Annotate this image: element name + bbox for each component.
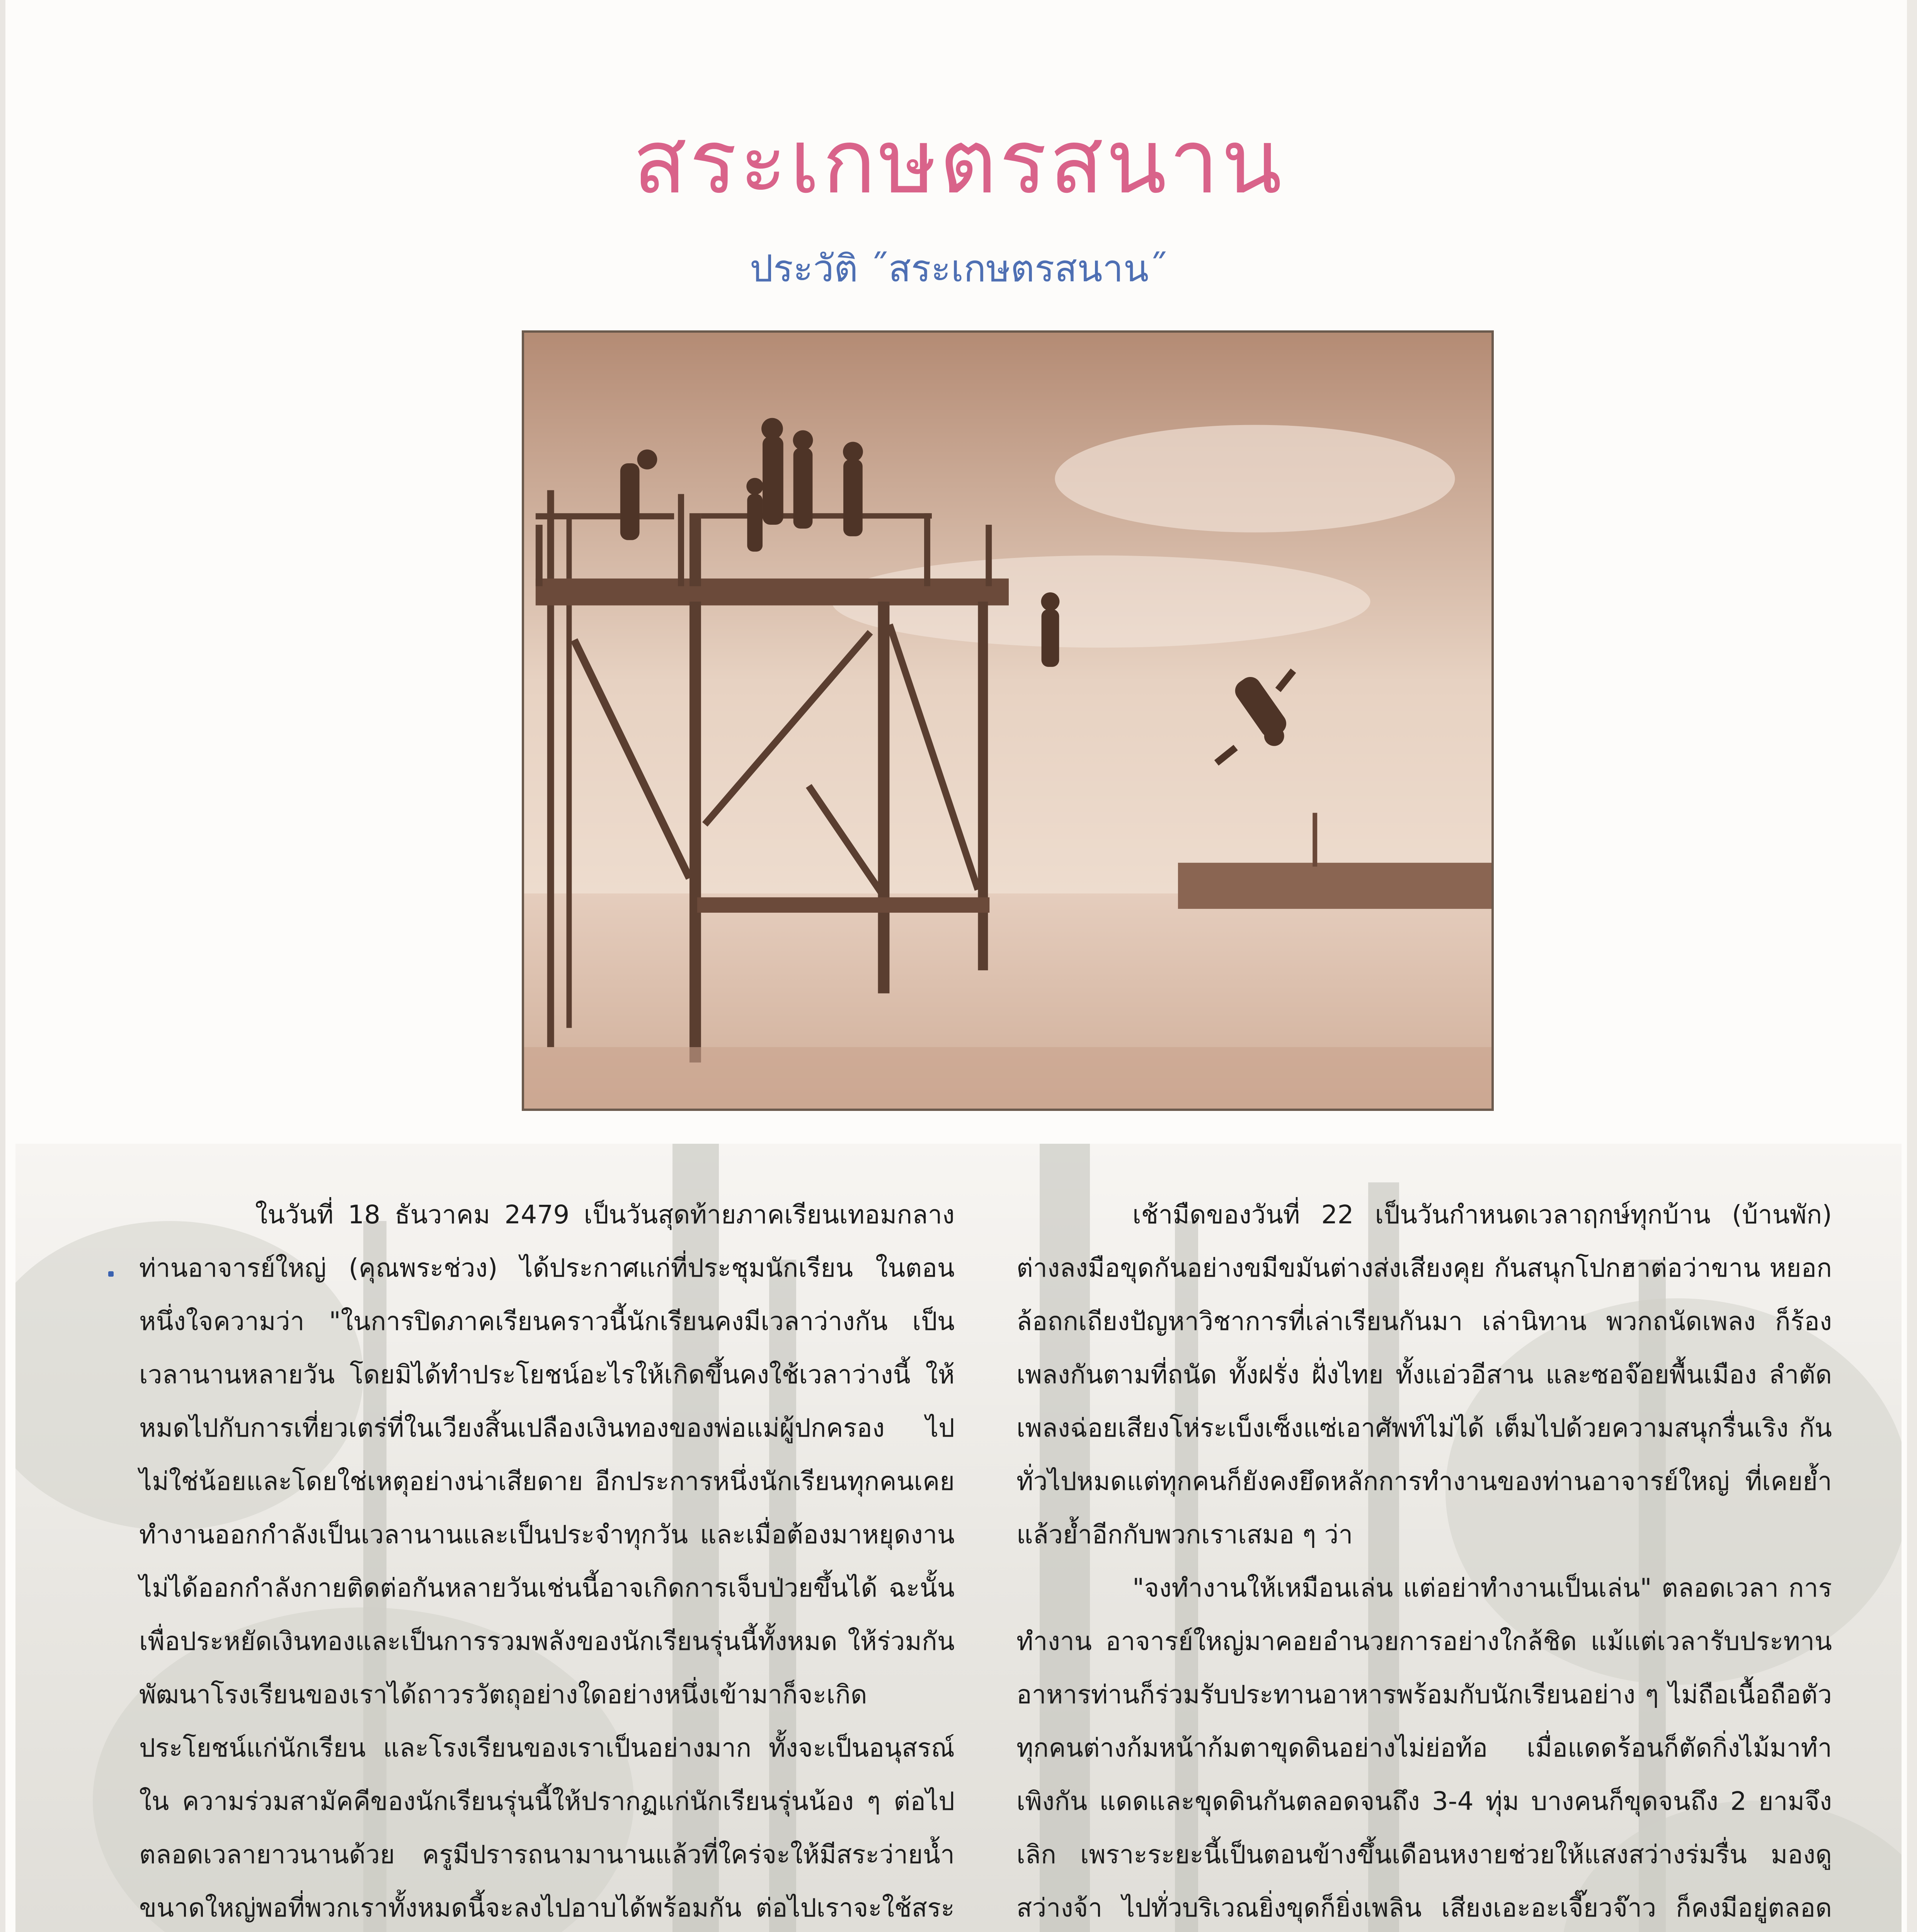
- article-left-column: [139, 1188, 955, 1932]
- paragraph-text: ในวันที่ 18 ธันวาคม 2479 เป็นวันสุดท้ายภาคเรียนเทอมกลาง ท่านอาจารย์ใหญ่ (คุณพระช่วง) ได้ประกาศแก่ที่ประชุมนักเรียน ในตอนหนึ่งใจความว่า "ในการปิดภาคเรียนคราวนี้นักเรียนคงมีเวลาว่างกัน เป็นเวลานานหลายวัน โดยมิได้ทำประโยชน์อะไรให้เกิดขึ้นคงใช้เวลาว่างนี้ ให้หมดไปกับการเที่ยวเตร่ที่ในเวียงสิ้นเปลืองเงินทองของพ่อแม่ผู้ปกครอง ไปไม่ใช่น้อยและโดยใช่เหตุอย่างน่าเสียดาย อีกประการหนึ่งนักเรียนทุกคนเคย ทำงานออกกำลังเป็นเวลานานและเป็นประจำทุกวัน และเมื่อต้องมาหยุดงาน ไม่ได้ออกกำลังกายติดต่อกันหลายวันเช่นนี้อาจเกิดการเจ็บป่วยขึ้นได้ ฉะนั้น เพื่อประหยัดเงินทองและเป็นการรวมพลังของนักเรียนรุ่นนี้ทั้งหมด ให้ร่วมกันพัฒนาโรงเรียนของเราได้ถาวรวัตถุอย่างใดอย่างหนึ่งเข้ามาก็จะเกิด ประโยชน์แก่นักเรียน และโรงเรียนของเราเป็นอย่างมาก ทั้งจะเป็นอนุสรณ์ใน ความร่วมสามัคคีของนักเรียนรุ่นนี้ให้ปรากฏแก่นักเรียนรุ่นน้อง ๆ ต่อไป ตลอดเวลายาวนานด้วย ครูมีปรารถนามานานแล้วที่ใคร่จะให้มีสระว่ายน้ำ ขนาดใหญ่พอที่พวกเราทั้งหมดนี้จะลงไปอาบได้พร้อมกัน ต่อไปเราจะใช้สระ: [139, 1200, 955, 1923]
- blue-margin-mark: [108, 1271, 114, 1277]
- article-paragraph: "จงทำงานให้เหมือนเล่น แต่อย่าทำงานเป็นเล่น" ตลอดเวลา การทำงาน อาจารย์ใหญ่มาคอยอำนวยการอย่างใกล้ชิด แม้แต่เวลารับประทาน อาหารท่านก็ร่วมรับประทานอาหารพร้อมกับนักเรียนอย่าง ๆ ไม่ถือเนื้อถือตัว ทุกคนต่างก้มหน้าก้มตาขุดดินอย่างไม่ย่อท้อ เมื่อแดดร้อนก็ตัดกิ่งไม้มาทำเพิงกัน แดดและขุดดินกันตลอดจนถึง 3-4 ทุ่ม บางคนก็ขุดจนถึง 2 ยามจึงเลิก เพราะระยะนี้เป็นตอนข้างขึ้นเดือนหงายช่วยให้แสงสว่างร่มรื่น มองดูสว่างจ้า ไปทั่วบริเวณยิ่งขุดก็ยิ่งเพลิน เสียงเอะอะเจี๊ยวจ๊าว ก็คงมีอยู่ตลอด: [1016, 1573, 1832, 1923]
- photo-illustration: [524, 333, 1491, 1109]
- article-right-column: [1016, 1188, 1832, 1932]
- article-paragraph: [139, 1188, 955, 1932]
- page-title: สระเกษตรสนาน: [633, 111, 1284, 214]
- page-subtitle: ประวัติ ˝สระเกษตรสนาน˝: [749, 247, 1168, 290]
- diving-tower-photo: [522, 330, 1494, 1111]
- article-paragraph: เช้ามืดของวันที่ 22 เป็นวันกำหนดเวลาฤกษ์ทุกบ้าน (บ้านพัก) ต่างลงมือขุดกันอย่างขมีขมันต่างส่งเสียงคุย กันสนุกโปกฮาต่อว่าขาน หยอกล้อถกเถียงปัญหาวิชาการที่เล่าเรียนกันมา เล่านิทาน พวกถนัดเพลง ก็ร้องเพลงกันตามที่ถนัด ทั้งฝรั่ง ฝั่งไทย ทั้งแอ่วอีสาน และซอจ๊อยพื้นเมือง ลำตัด เพลงฉ่อยเสียงโห่ระเบ็งเซ็งแซ่เอาศัพท์ไม่ได้ เต็มไปด้วยความสนุกรื่นเริง กันทั่วไปหมดแต่ทุกคนก็ยังคงยึดหลักการทำงานของท่านอาจารย์ใหญ่ ที่เคยย้ำแล้วย้ำอีกกับพวกเราเสมอ ๆ ว่า: [1016, 1200, 1832, 1549]
